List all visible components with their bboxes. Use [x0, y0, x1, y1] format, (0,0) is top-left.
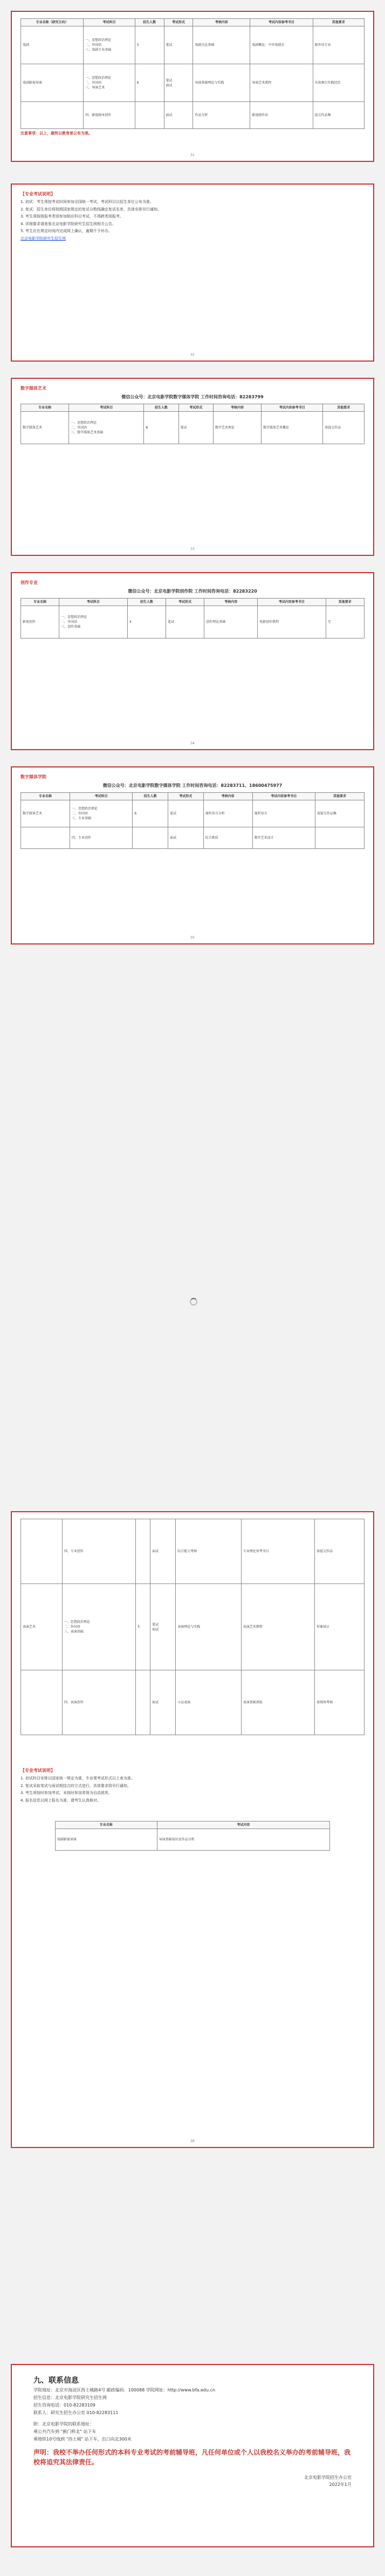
- cell: 电影创作教程: [258, 606, 326, 638]
- table-row: [55, 1829, 329, 1851]
- cell: 四、表演创作: [62, 1670, 135, 1735]
- cell: 面试: [150, 1670, 176, 1735]
- loading-spinner-icon: [190, 1298, 197, 1306]
- contact-line: 招生信息：北京电影学院研究生招生网: [33, 2395, 107, 2400]
- page-1: [11, 11, 374, 162]
- footnote: 注意事项：以上，最终以教育部公布为准。: [20, 131, 92, 135]
- cell: 8: [144, 412, 178, 444]
- cell: 表演艺术教程: [241, 1584, 314, 1670]
- cell: 无: [326, 606, 364, 638]
- requirements-table: [55, 1821, 330, 1851]
- cell: 导演基础理论与实践: [193, 64, 250, 102]
- cell: 数字艺术设计: [252, 827, 315, 849]
- col-header: 考试内容参考书目: [258, 599, 326, 606]
- table-row: [21, 1584, 365, 1670]
- section-title: 【专业考试说明】: [20, 192, 55, 196]
- cell: [133, 827, 168, 849]
- table-header-row: [55, 1821, 329, 1829]
- cell: 专业理论参考书目: [241, 1519, 314, 1584]
- col-header: 招生人数: [127, 599, 166, 606]
- note: 5. 考生应在规定时间内完成网上确认，逾期不予补办。: [20, 229, 112, 233]
- cell: 小品表演: [176, 1670, 242, 1735]
- col-header: 考试科目: [59, 599, 127, 606]
- col-header: 考核内容: [213, 404, 261, 412]
- col-header: 考试内容: [157, 1821, 330, 1829]
- col-header: 考试形式: [164, 19, 193, 26]
- cell: 6: [133, 800, 168, 827]
- table-row: [21, 102, 365, 129]
- cell: 数字媒体艺术: [21, 800, 70, 827]
- cell: 5: [135, 26, 164, 64]
- col-header: 其他要求: [323, 404, 365, 412]
- col-header: 其他要求: [315, 793, 364, 800]
- cell: 综合素质: [203, 827, 252, 849]
- col-header: 其他要求: [326, 599, 364, 606]
- col-header: 招生人数: [135, 19, 164, 26]
- program-table: [20, 1519, 365, 1735]
- cell: 一、思想政治理论 二、外国语 三、戏剧专业基础: [84, 26, 135, 64]
- program-table: [20, 598, 365, 638]
- contact-line: 学院地址：北京市海淀区西土城路4号 邮政编码：100088 学院网址：http://www.bfa.edu.cn: [33, 2388, 216, 2393]
- cell: 限外语专业: [313, 26, 365, 64]
- cell: 笔试: [178, 412, 213, 444]
- program-table: [20, 404, 365, 444]
- cell: 笔试: [164, 26, 193, 64]
- signature-date: 2022年1月: [329, 2482, 352, 2487]
- table-row: [21, 1670, 365, 1735]
- table-row: [21, 412, 365, 444]
- page-6: [11, 1511, 374, 2148]
- contact-line: 招生咨询电话：010-82283109: [33, 2403, 95, 2408]
- section-title: 数字媒体艺术: [20, 386, 46, 391]
- cell: 6: [135, 64, 164, 102]
- cell: 需现场考核: [315, 1670, 365, 1735]
- cell: 影视剧作法: [250, 102, 313, 129]
- col-header: 考试内容参考书目: [252, 793, 315, 800]
- cell: 导演艺术教程: [250, 64, 313, 102]
- cell: [136, 1519, 150, 1584]
- address-line: 乘公共汽车到 "蓟门桥北" 站下车: [33, 2429, 97, 2434]
- table-header-row: [21, 19, 365, 26]
- cell: 数字媒体艺术概论: [262, 412, 323, 444]
- note: 4. 详细要求请查看北京电影学院研究生招生网相关公告。: [20, 221, 116, 226]
- cell: 面试: [150, 1519, 176, 1584]
- table-row: [21, 606, 365, 638]
- cell: [21, 102, 84, 129]
- col-header: 考核内容: [203, 793, 252, 800]
- cell: [21, 1519, 63, 1584]
- note: 1. 初试科目安排以国家统一规定为准，专业课考试形式以上表为准。: [20, 1776, 135, 1780]
- col-header: 考试内容参考书目: [250, 19, 313, 26]
- cell: 作品分析: [193, 102, 250, 129]
- cell: 数字媒体艺术: [21, 412, 69, 444]
- cell: 一、思想政治理论 二、外国语 三、创作基础: [59, 606, 127, 638]
- section-title: 创作专业: [20, 580, 38, 585]
- cell: 4: [127, 606, 166, 638]
- col-header: 专业名称: [21, 793, 70, 800]
- cell: 戏剧概论；中外戏剧史: [250, 26, 313, 64]
- col-header: 考试形式: [178, 404, 213, 412]
- table-header-row: [21, 404, 365, 412]
- table-row: [21, 827, 365, 849]
- cell: 笔试: [166, 606, 204, 638]
- statement: 声明：我校不举办任何形式的本科专业考试的考前辅导班，凡任何单位或个人以我校名义举办的考前辅导班，我校将追究其法律责任。: [33, 2449, 351, 2466]
- page-number: 31: [190, 153, 195, 157]
- col-header: 考试科目: [84, 19, 135, 26]
- cell: 影视创作: [21, 606, 59, 638]
- address-line: 乘地铁10号线到 "西土城" 站下车，出口向北300米: [33, 2437, 132, 2442]
- cell: 综合能力考核: [176, 1519, 242, 1584]
- cell: 戏剧史论基础: [193, 26, 250, 64]
- col-header: 其他要求: [313, 19, 365, 26]
- col-header: 专业名称（研究方向）: [21, 19, 84, 26]
- note: 3. 考生须按照报考类别参加相应科目考试，不得跨类别报考。: [20, 214, 123, 219]
- contact-heading: 九、联系信息: [33, 2376, 79, 2385]
- program-table: [20, 792, 365, 849]
- cell: 形象端正: [315, 1584, 365, 1670]
- cell: 四、专业创作: [70, 827, 133, 849]
- page-4: [11, 572, 374, 750]
- program-table: [20, 18, 365, 129]
- cell: 一、思想政治理论 二、外国语 三、数字媒体艺术基础: [69, 412, 144, 444]
- cell: [21, 1670, 63, 1735]
- contact-line: 微信公众号：北京电影学院创作院 工作时间咨询电话：82283220: [128, 589, 257, 594]
- cell: 四、影视剧本创作: [84, 102, 135, 129]
- note: 4. 报名信息以网上报名为准，请考生认真核对。: [20, 1798, 101, 1803]
- cell: 笔试 面试: [164, 64, 193, 102]
- cell: 数字艺术理论: [213, 412, 261, 444]
- cell: 笔试 面试: [150, 1584, 176, 1670]
- page-number: 34: [190, 742, 195, 745]
- col-header: 考核内容: [204, 599, 258, 606]
- cell: 戏剧影视导演: [21, 64, 84, 102]
- cell: 5: [136, 1584, 150, 1670]
- col-header: 考试形式: [166, 599, 204, 606]
- cell: 面试: [164, 102, 193, 129]
- cell: 一、思想政治理论 二、外国语 三、表演基础: [62, 1584, 135, 1670]
- cell: 创作理论基础: [204, 606, 258, 638]
- address-heading: 附：北京电影学院的联系地址：: [33, 2422, 94, 2427]
- contact-line: 微信公众号：北京电影学院数字媒体学院 工作时间咨询电话：82283799: [121, 395, 264, 399]
- col-header: 招生人数: [144, 404, 178, 412]
- page-5: [11, 766, 374, 944]
- cell: 四、专业创作: [62, 1519, 135, 1584]
- cell: 表演艺术: [21, 1584, 63, 1670]
- table-row: [21, 64, 365, 102]
- cell: [315, 827, 364, 849]
- table-header-row: [21, 599, 365, 606]
- signature-org: 北京电影学院招生办公室: [304, 2475, 352, 2480]
- col-header: 考试形式: [168, 793, 203, 800]
- contact-page: [11, 2364, 374, 2547]
- page-2: [11, 183, 374, 362]
- page-3: [11, 378, 374, 556]
- cell: 一、思想政治理论 二、外国语 三、专业基础: [70, 800, 133, 827]
- cell: 需提交作品集: [315, 800, 364, 827]
- table-row: [21, 26, 365, 64]
- cell: 视听语言分析: [203, 800, 252, 827]
- cell: 提交作品集: [313, 102, 365, 129]
- cell: 面试: [168, 827, 203, 849]
- col-header: 考试内容参考书目: [262, 404, 323, 412]
- cell: 需提交作品: [315, 1519, 365, 1584]
- col-header: 专业名称: [55, 1821, 157, 1829]
- table-row: [21, 1519, 365, 1584]
- contact-line: 联系人：研究生招生办公室 010-82283111: [33, 2410, 119, 2415]
- cell: 视听语言: [252, 800, 315, 827]
- cell: 需提交作品: [323, 412, 365, 444]
- page-number: 35: [190, 936, 195, 940]
- cell: 戏剧: [21, 26, 84, 64]
- page-number: 32: [190, 353, 195, 357]
- cell: 戏剧影视导演: [55, 1829, 157, 1851]
- cell: 一、思想政治理论 二、外国语 三、导演艺术: [84, 64, 135, 102]
- page-number: 33: [190, 547, 195, 551]
- col-header: 考试科目: [70, 793, 133, 800]
- page-number: 36: [190, 2139, 195, 2143]
- admissions-link[interactable]: 北京电影学院研究生招生网: [20, 236, 66, 241]
- contact-line: 微信公众号：北京电影学院数字媒体学院 工作时间咨询电话：82283711、18600475977: [102, 783, 283, 788]
- note: 3. 考生须按时参加考试，未按时参加者视为自动放弃。: [20, 1791, 112, 1795]
- cell: [21, 827, 70, 849]
- table-row: [21, 800, 365, 827]
- cell: [136, 1670, 150, 1735]
- note: 2. 复试采取笔试与面试相结合的方式进行，具体要求将另行通知。: [20, 1783, 131, 1788]
- cell: 笔试: [168, 800, 203, 827]
- cell: 导演基础知识及作品分析: [157, 1829, 330, 1851]
- col-header: 考试科目: [69, 404, 144, 412]
- col-header: 招生人数: [133, 793, 168, 800]
- note: 2. 复试：招生单位将按照国家规定的复试分数线确定复试名单，具体安排另行通知。: [20, 207, 161, 212]
- cell: 具备舞台实践经历: [313, 64, 365, 102]
- cell: [135, 102, 164, 129]
- col-header: 专业名称: [21, 599, 59, 606]
- col-header: 考核内容: [193, 19, 250, 26]
- col-header: 专业名称: [21, 404, 69, 412]
- section-title: 【专业考试说明】: [20, 1768, 55, 1773]
- note: 1. 初试：考生须按考试时间参加全国统一考试，考试科目以招生单位公布为准。: [20, 200, 154, 204]
- section-title: 数字媒体学院: [20, 774, 46, 779]
- table-header-row: [21, 793, 365, 800]
- cell: 表演理论与实践: [176, 1584, 242, 1670]
- cell: 表演基础训练: [241, 1670, 314, 1735]
